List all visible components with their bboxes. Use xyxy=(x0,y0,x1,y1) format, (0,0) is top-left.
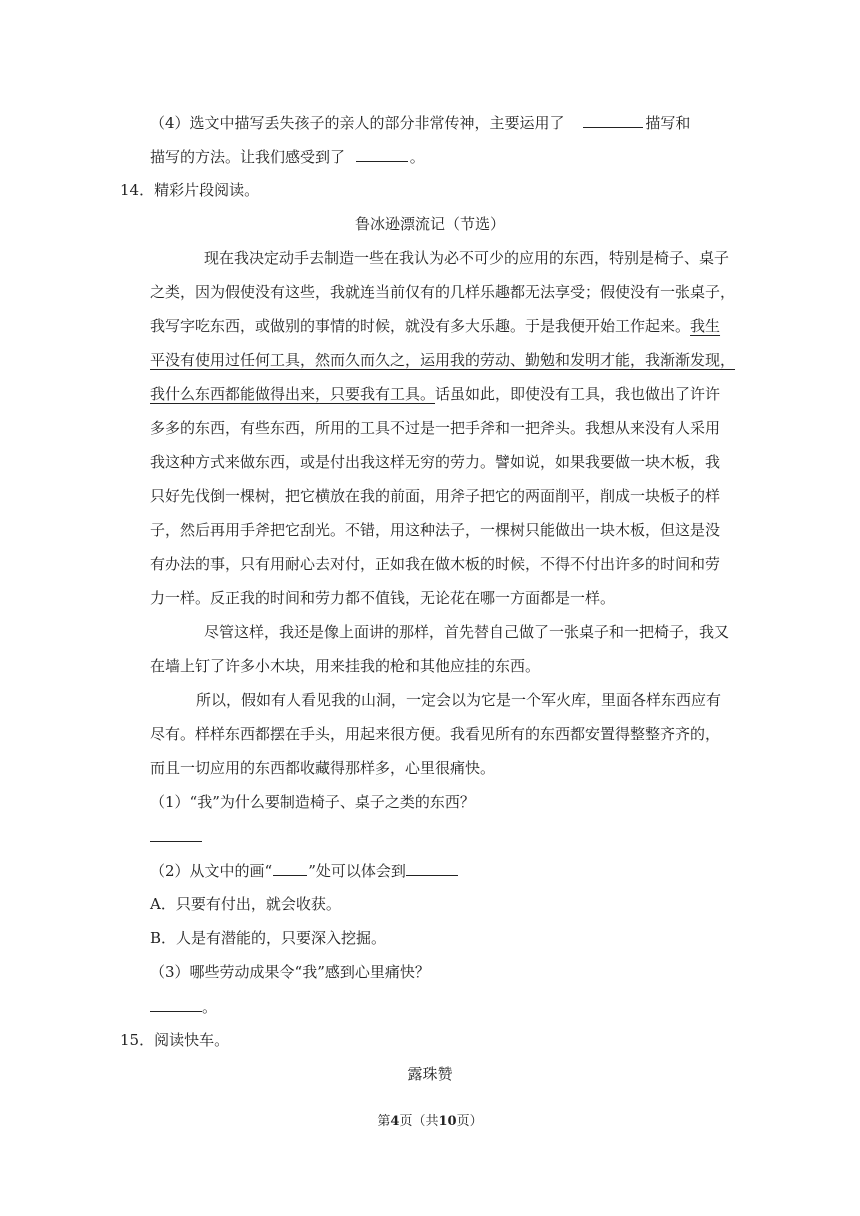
q14-sub3: （3）哪些劳动成果令“我”感到心里痛快？ xyxy=(150,963,430,981)
q13-sub4-text2: 描写的方法。让我们感受到了 xyxy=(150,148,346,166)
footer-text: 页（共 xyxy=(399,1114,439,1129)
answer-blank[interactable] xyxy=(356,146,408,162)
q14-passage-title: 鲁冰逊漂流记（节选） xyxy=(354,215,505,233)
passage-line: 之类，因为假使没有这些，我就连当前仅有的几样乐趣都无法享受；假使没有一张桌子， xyxy=(150,283,736,301)
passage-line: 而且一切应用的东西都收藏得那样多，心里很痛快。 xyxy=(150,759,496,777)
footer-text: 第 xyxy=(377,1114,391,1129)
q13-sub4-line1 xyxy=(150,112,690,133)
answer-blank[interactable] xyxy=(150,826,202,842)
passage-line: 力一样。反正我的时间和劳力都不值钱，无论花在哪一方面都是一样。 xyxy=(150,589,616,607)
q14-sub1: （1）“我”为什么要制造椅子、桌子之类的东西？ xyxy=(150,793,475,811)
passage-line: 尽管这样，我还是像上面讲的那样，首先替自己做了一张桌子和一把椅子，我又 xyxy=(204,623,730,641)
q14-sub2 xyxy=(150,860,458,881)
q14-sub3-answer xyxy=(150,996,217,1017)
passage-line: 现在我决定动手去制造一些在我认为必不可少的应用的东西，特别是椅子、桌子 xyxy=(204,249,730,267)
q13-sub4-line2 xyxy=(150,146,425,167)
passage-line: 多多的东西，有些东西，所用的工具不过是一把手斧和一把斧头。我想从来没有人采用 xyxy=(150,419,721,437)
q13-sub4-text-post: 描写和 xyxy=(645,114,691,132)
footer-text: 页） xyxy=(456,1114,483,1129)
q14-sub2-text-mid: ”处可以体会到 xyxy=(308,862,406,880)
underlined-sentence: 平没有使用过任何工具，然而久而久之，运用我的劳动、勤勉和发明才能，我渐渐发现， xyxy=(150,351,736,369)
passage-line: 我这种方式来做东西，或是付出我这样无穷的劳力。譬如说，如果我要做一块木板，我 xyxy=(150,453,721,471)
q14-option-b[interactable]: B．人是有潜能的，只要深入挖掘。 xyxy=(150,929,387,947)
answer-blank[interactable] xyxy=(583,112,643,128)
passage-line xyxy=(150,316,720,336)
page-footer xyxy=(0,1112,860,1132)
underline-marker-blank xyxy=(273,860,307,876)
underlined-sentence: 我生 xyxy=(690,317,721,335)
q13-sub4-text2-post: 。 xyxy=(409,148,425,166)
total-pages: 10 xyxy=(438,1114,457,1129)
q13-sub4-text: （4）选文中描写丢失孩子的亲人的部分非常传神，主要运用了 xyxy=(150,114,565,132)
page-number: 4 xyxy=(390,1114,400,1129)
answer-end-punct: 。 xyxy=(202,998,218,1016)
passage-line xyxy=(150,384,720,404)
q14-sub2-text: （2）从文中的画“ xyxy=(150,862,273,880)
passage-line: 所以，假如有人看见我的山洞，一定会以为它是一个军火库，里面各样东西应有 xyxy=(196,691,722,709)
answer-blank[interactable] xyxy=(406,860,458,876)
passage-text: 话虽如此，即使没有工具，我也做出了许许 xyxy=(435,385,721,403)
underlined-sentence: 我什么东西都能做得出来，只要我有工具。 xyxy=(150,385,436,403)
passage-text: 我写字吃东西，或做别的事情的时候，就没有多大乐趣。于是我便开始工作起来。 xyxy=(150,317,691,335)
q15-passage-title: 露珠赞 xyxy=(407,1065,453,1083)
q15-heading: 15．阅读快车。 xyxy=(120,1031,230,1049)
passage-line: 在墙上钉了许多小木块，用来挂我的枪和其他应挂的东西。 xyxy=(150,657,541,675)
passage-line: 子，然后再用手斧把它刮光。不错，用这种法子，一棵树只能做出一块木板，但这是没 xyxy=(150,521,721,539)
q14-heading: 14．精彩片段阅读。 xyxy=(120,181,260,199)
passage-line: 尽有。样样东西都摆在手头，用起来很方便。我看见所有的东西都安置得整整齐齐的， xyxy=(150,725,721,743)
answer-blank[interactable] xyxy=(150,996,202,1012)
q14-sub1-answer xyxy=(150,826,202,847)
q14-option-a[interactable]: A．只要有付出，就会收获。 xyxy=(150,895,341,913)
passage-line: 只好先伐倒一棵树，把它横放在我的前面，用斧子把它的两面削平，削成一块板子的样 xyxy=(150,487,721,505)
passage-line: 有办法的事，只有用耐心去对付，正如我在做木板的时候，不得不付出许多的时间和劳 xyxy=(150,555,721,573)
